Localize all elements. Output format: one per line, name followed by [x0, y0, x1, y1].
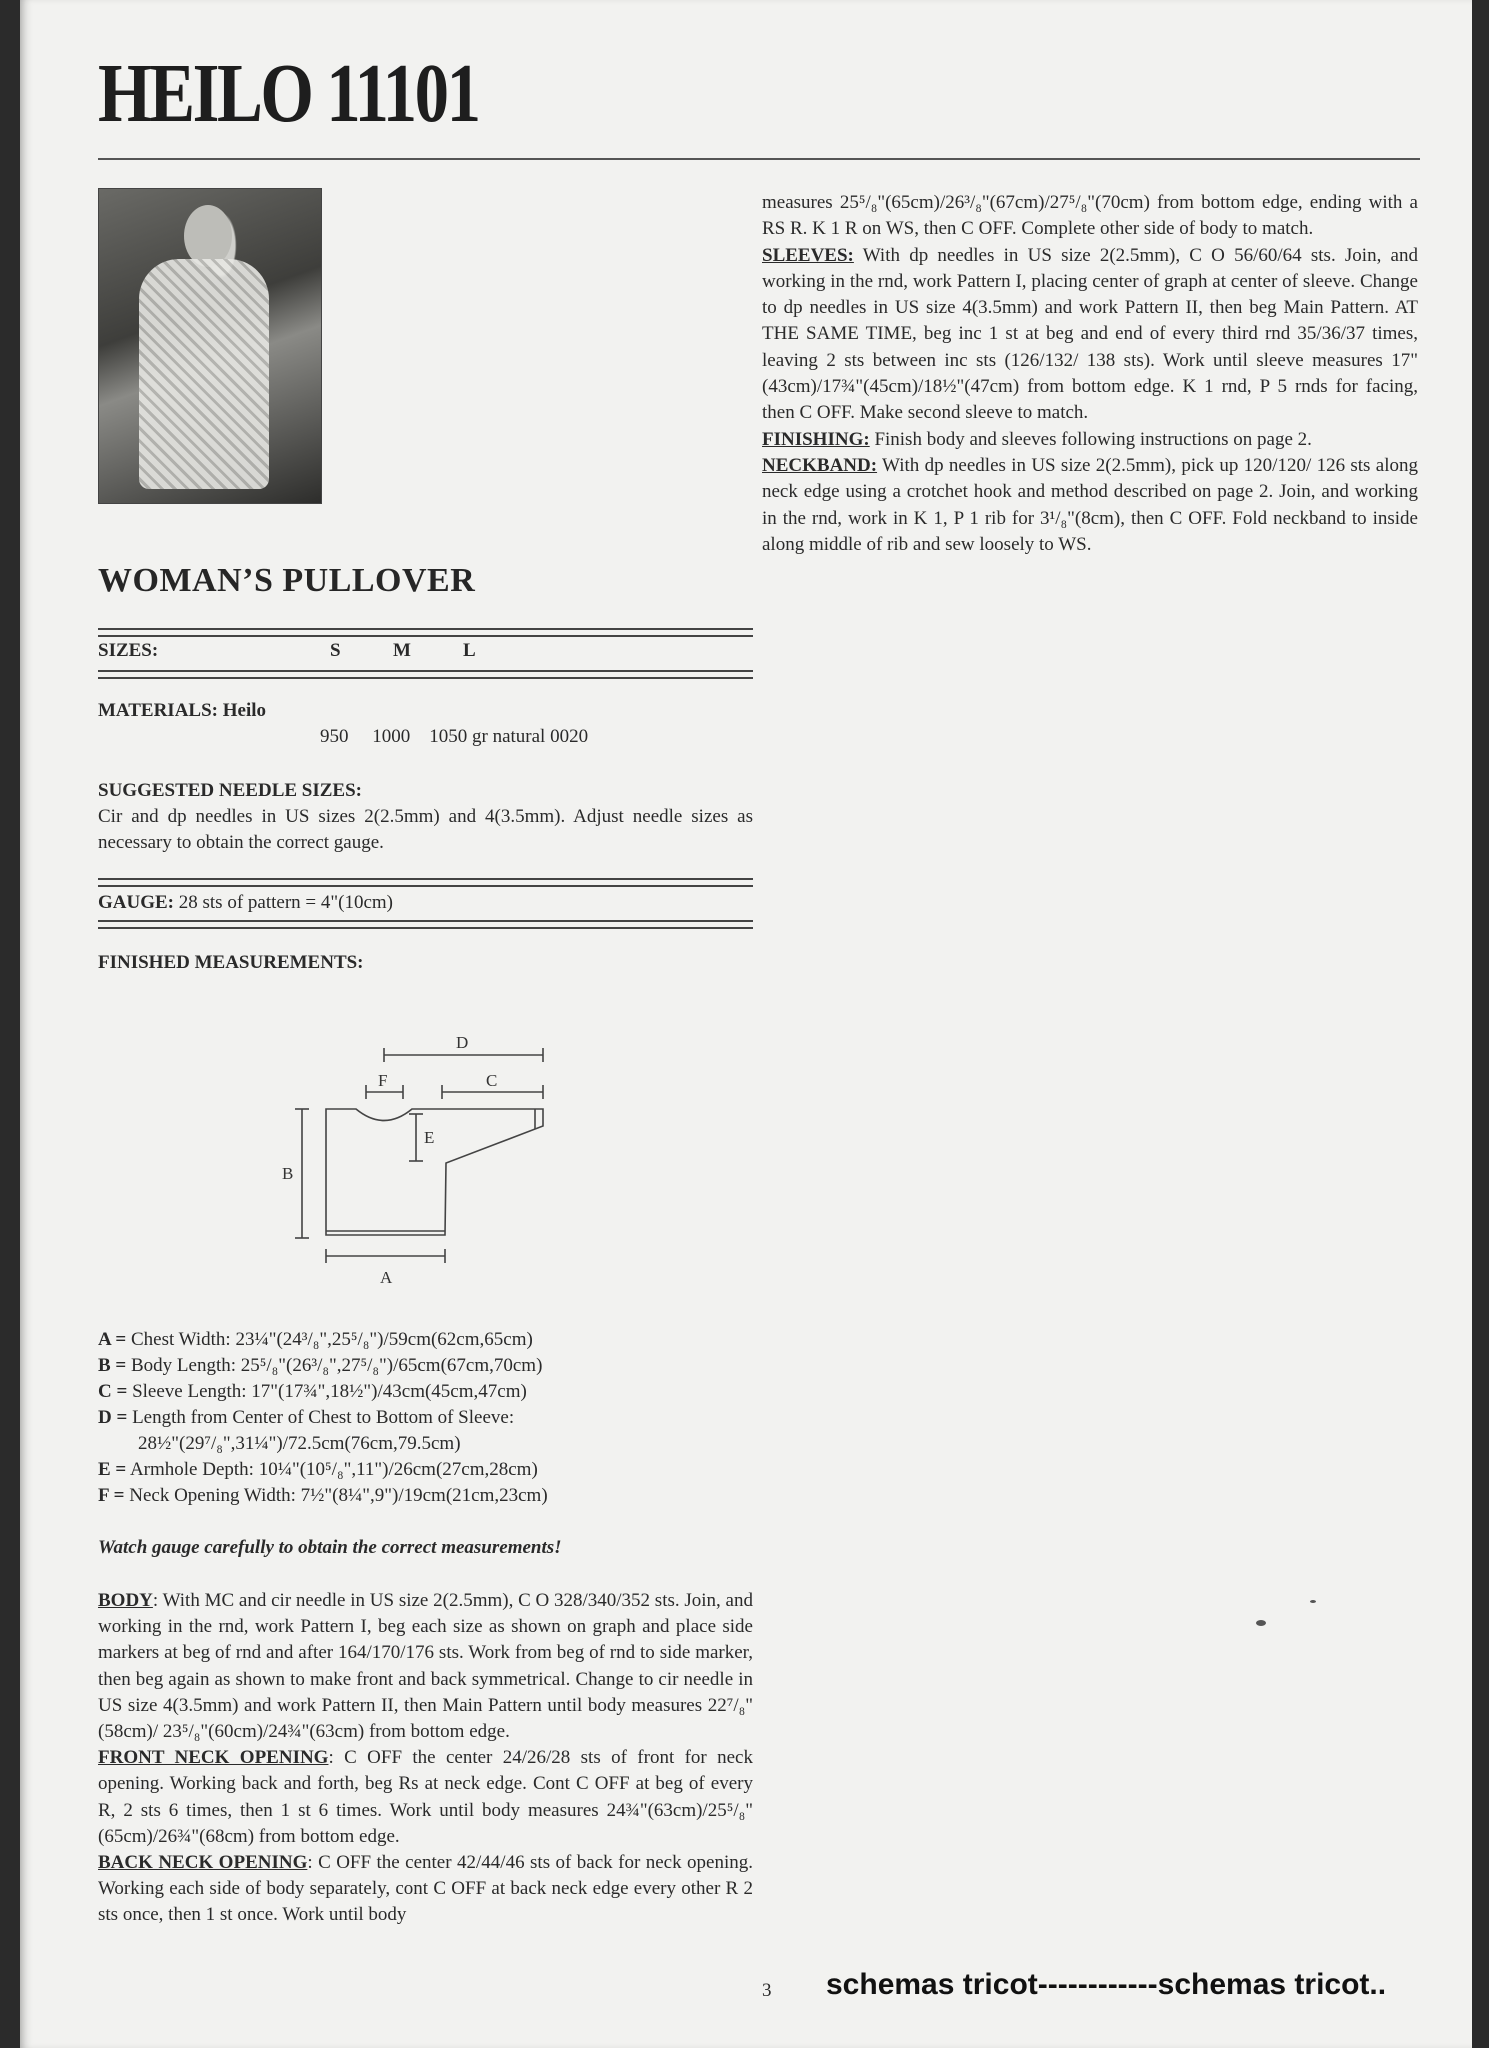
measurement-list: [98, 1327, 753, 1509]
sweater-image: [139, 259, 269, 489]
size-s: S: [330, 640, 341, 661]
page-number: 3: [762, 1980, 772, 2001]
measure-b: B = Body Length: 25⁵/₈"(26³/₈",27⁵/₈")/65cm(67cm,70cm): [98, 1355, 543, 1376]
gauge-block: [98, 890, 753, 916]
front-neck-label: FRONT NECK OPENING: [98, 1747, 329, 1769]
size-l: L: [463, 640, 476, 661]
sleeves-text: With dp needles in US size 2(2.5mm), C O 56/60/64 sts. Join, and working in the rnd, work Pattern I, placing center of graph at center of sleeve. Change to dp needles in US size 4(3.5mm) and work Pattern II, then beg Main Pattern. AT THE SAME TIME, beg inc 1 st at beg and end of every third rnd 35/36/37 times, leaving 2 sts between inc sts (126/132/ 138 sts). Work until sleeve measures 17"(43cm)/17¾"(45cm)/18½"(47cm) from bottom edge. K 1 rnd, P 5 rnds for facing, then C OFF. Make second sleeve to match.: [762, 244, 1418, 424]
section-divider: [98, 628, 753, 637]
section-title: WOMAN’S PULLOVER: [98, 562, 476, 599]
body-label: BODY: [98, 1590, 153, 1611]
body-text: : With MC and cir needle in US size 2(2.5mm), C O 328/340/352 sts. Join, and working in the rnd, work Pattern I, beg each size as shown on graph and place side markers at beg of rnd and after 164/170/176 sts. Work from beg of rnd to side marker, then beg again as shown to make front and back symmetrical. Change to cir needle in US size 4(3.5mm) and work Pattern II, then Main Pattern until body measures 22⁷/₈"(58cm)/ 23⁵/₈"(60cm)/24¾"(63cm) from bottom edge.: [98, 1590, 753, 1743]
catalog-page: [20, 0, 1472, 2048]
measure-d: D = Length from Center of Chest to Bottom of Sleeve:: [98, 1407, 515, 1428]
measure-f: F = Neck Opening Width: 7½"(8¼",9")/19cm(21cm,23cm): [98, 1485, 548, 1506]
materials-block: [98, 698, 753, 750]
sizes-label: SIZES:: [98, 640, 159, 661]
right-column: [762, 190, 1418, 558]
finishing-label: FINISHING:: [762, 428, 870, 450]
measurement-diagram: [270, 1030, 570, 1290]
needles-block: [98, 778, 753, 856]
back-neck-text: : C OFF the center 42/44/46 sts of back for neck opening. Working each side of body separately, cont C OFF at back neck edge every other R 2 sts once, then 1 st once. Work until body: [98, 1852, 753, 1926]
measure-a: A = Chest Width: 23¼"(24³/₈",25⁵/₈")/59cm(62cm,65cm): [98, 1329, 533, 1350]
measure-c: C = Sleeve Length: 17"(17¾",18½")/43cm(45cm,47cm): [98, 1381, 527, 1402]
model-photo: [98, 188, 322, 504]
size-m: M: [393, 640, 411, 661]
needles-label: SUGGESTED NEEDLE SIZES:: [98, 780, 362, 801]
label-e: E: [424, 1128, 435, 1147]
back-neck-label: BACK NECK OPENING: [98, 1852, 308, 1874]
needles-divider: [98, 878, 753, 887]
finished-label: FINISHED MEASUREMENTS:: [98, 952, 364, 973]
model-head: [184, 205, 232, 267]
gauge-warning: Watch gauge carefully to obtain the correct measurements!: [98, 1537, 562, 1558]
neckband-text: With dp needles in US size 2(2.5mm), pick up 120/120/ 126 sts along neck edge using a crotchet hook and method described on page 2. Join, and working in the rnd, work in K 1, P 1 rib for 3¹/₈"(8cm), then C OFF. Fold neckband to inside along middle of rib and sew loosely to WS.: [762, 454, 1418, 555]
footer-watermark: schemas tricot------------schemas tricot..: [826, 1968, 1387, 2001]
label-d: D: [456, 1033, 469, 1052]
pattern-title: HEILO 11101: [98, 47, 479, 140]
body-continued: measures 25⁵/₈"(65cm)/26³/₈"(67cm)/27⁵/₈"(70cm) from bottom edge, ending with a RS R. K 1 R on WS, then C OFF. Complete other side of body to match.: [762, 192, 1418, 240]
scan-speck: [1310, 1600, 1316, 1603]
sleeves-label: SLEEVES:: [762, 244, 854, 266]
gauge-text: 28 sts of pattern = 4"(10cm): [174, 892, 393, 913]
gauge-divider: [98, 920, 753, 929]
label-c: C: [486, 1071, 498, 1090]
label-b: B: [282, 1164, 294, 1183]
title-rule: [98, 158, 1420, 160]
gauge-label: GAUGE:: [98, 892, 174, 913]
sizes-divider: [98, 670, 753, 679]
label-a: A: [380, 1268, 393, 1287]
materials-values: 950 1000 1050 gr natural 0020: [320, 726, 589, 747]
front-neck-text: : C OFF the center 24/26/28 sts of front for neck opening. Working back and forth, beg Rs at neck edge. Cont C OFF at beg of every R, 2 sts 6 times, then 1 st 6 times. Work until body measures 24¾"(63cm)/25⁵/₈"(65cm)/26¾"(68cm) from bottom edge.: [98, 1747, 753, 1847]
measure-d-values: 28½"(29⁷/₈",31¼")/72.5cm(76cm,79.5cm): [138, 1433, 461, 1454]
label-f: F: [378, 1071, 388, 1090]
materials-label: MATERIALS: Heilo: [98, 700, 267, 721]
scan-speck: [1256, 1620, 1266, 1626]
finishing-text: Finish body and sleeves following instructions on page 2.: [869, 428, 1312, 450]
measure-e: E = Armhole Depth: 10¼"(10⁵/₈",11")/26cm(27cm,28cm): [98, 1459, 538, 1480]
neckband-label: NECKBAND:: [762, 454, 878, 476]
body-instructions: [98, 1588, 753, 1929]
needles-text: Cir and dp needles in US sizes 2(2.5mm) and 4(3.5mm). Adjust needle sizes as necessary to obtain the correct gauge.: [98, 806, 753, 853]
